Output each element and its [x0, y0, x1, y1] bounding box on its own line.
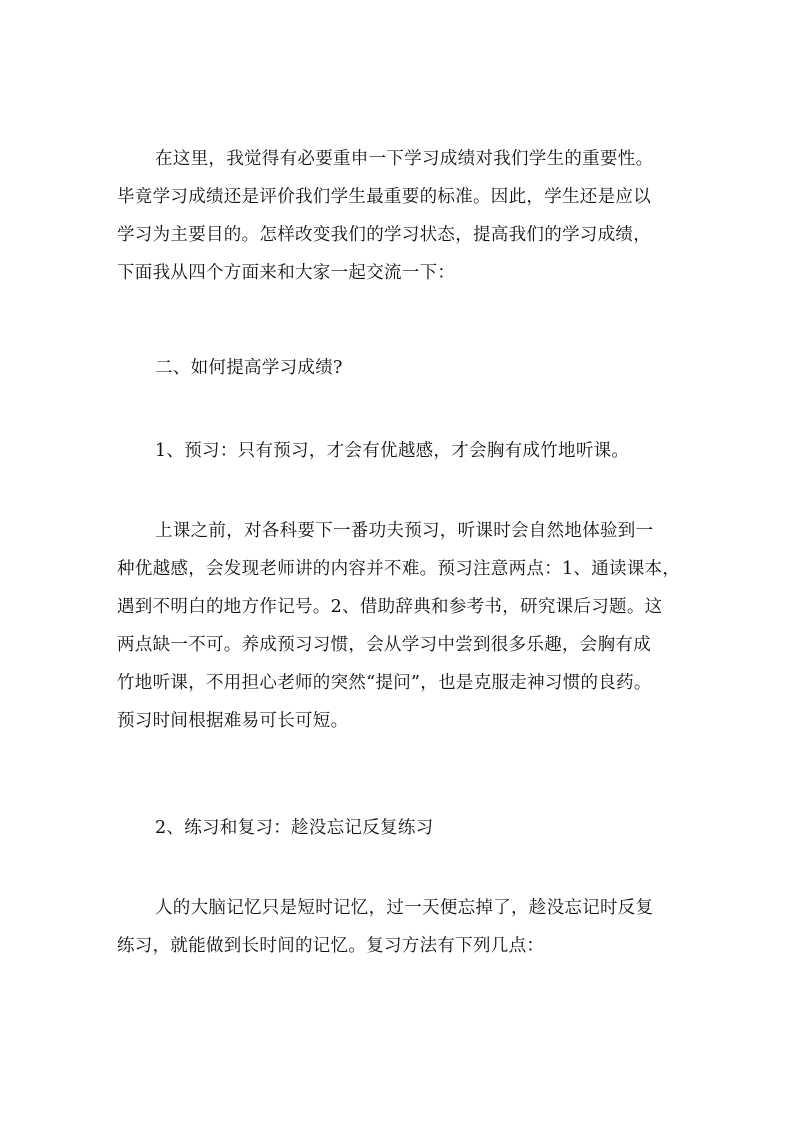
paragraph-line: 人的大脑记忆只是短时记忆，过一天便忘掉了，趁没忘记时反复 — [155, 898, 654, 918]
paragraph-line: 两点缺一不可。养成预习习惯，会从学习中尝到很多乐趣，会胸有成 — [117, 635, 651, 655]
paragraph-line: 下面我从四个方面来和大家一起交流一下： — [117, 263, 456, 283]
paragraph-line: 学习为主要目的。怎样改变我们的学习状态，提高我们的学习成绩， — [117, 225, 651, 245]
paragraph-line: 毕竟学习成绩还是评价我们学生最重要的标准。因此，学生还是应以 — [117, 187, 651, 207]
paragraph-line: 预习时间根据难易可长可短。 — [117, 711, 349, 731]
intro-paragraph — [117, 140, 677, 292]
paragraph-line: 种优越感，会发现老师讲的内容并不难。预习注意两点：1、通读课本， — [117, 559, 681, 579]
paragraph-line: 遇到不明白的地方作记号。2、借助辞典和参考书，研究课后习题。这 — [117, 597, 663, 617]
item2-paragraph — [117, 889, 677, 965]
paragraph-line: 练习，就能做到长时间的记忆。复习方法有下列几点： — [117, 936, 545, 956]
item2-heading: 2、练习和复习：趁没忘记反复练习 — [155, 818, 434, 838]
item1-heading: 1、预习：只有预习，才会有优越感，才会胸有成竹地听课。 — [155, 441, 630, 461]
item1-paragraph — [117, 512, 681, 740]
paragraph-line: 竹地听课，不用担心老师的突然“提问”，也是克服走神习惯的良药。 — [117, 673, 652, 693]
paragraph-line: 上课之前，对各科要下一番功夫预习，听课时会自然地体验到一 — [155, 521, 654, 541]
section-heading: 二、如何提高学习成绩? — [155, 358, 343, 378]
paragraph-line: 在这里，我觉得有必要重申一下学习成绩对我们学生的重要性。 — [155, 149, 654, 169]
